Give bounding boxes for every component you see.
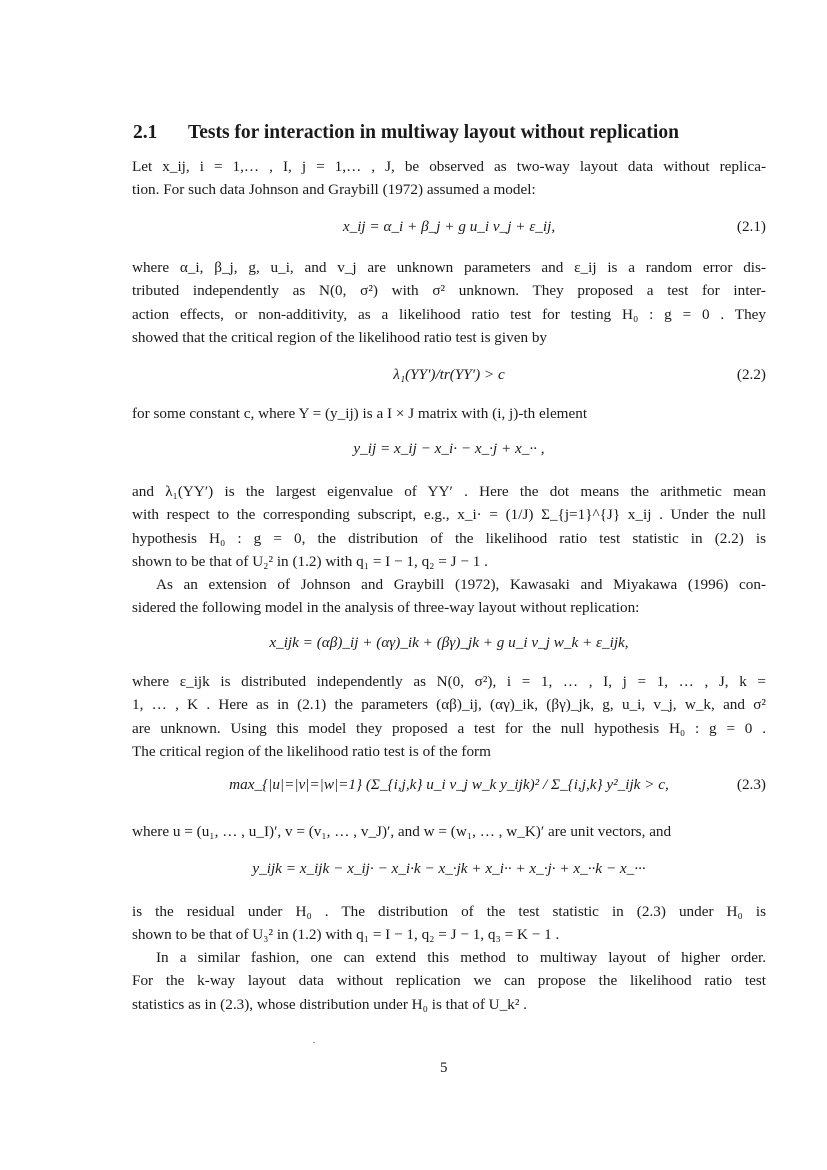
text-line: is the residual under H₀ . The distribution of the test statistic in (2.3) under H₀ is — [132, 903, 766, 920]
text-line: where u = (u₁, … , u_I)′, v = (v₁, … , v_J)′, and w = (w₁, … , w_K)′ are unit vectors, and — [132, 823, 672, 840]
paragraph-1 — [132, 155, 766, 202]
text-line: action effects, or non-additivity, as a likelihood ratio test for testing H₀ : g = 0 . They — [132, 305, 766, 323]
equation-model-3way — [132, 634, 766, 658]
equation-y — [132, 440, 766, 464]
text-line: In a similar fashion, one can extend this method to multiway layout of higher order. — [156, 949, 766, 966]
text-line: sidered the following model in the analysis of three-way layout without replication: — [132, 599, 640, 617]
paragraph-4 — [132, 480, 766, 574]
equation-body: λ₁(YY′)/tr(YY′) > c — [393, 366, 505, 383]
paragraph-9 — [132, 946, 766, 1016]
paragraph-7 — [132, 820, 766, 843]
text-line: statistics as in (2.3), whose distribution under H₀ is that of U_k² . — [132, 995, 527, 1013]
paragraph-2 — [132, 256, 766, 350]
equation-body: x_ijk = (αβ)_ij + (αγ)_ik + (βγ)_jk + g u_i v_j w_k + ε_ijk, — [269, 634, 629, 651]
equation-2-3 — [132, 776, 766, 800]
equation-body: x_ij = α_i + β_j + g u_i v_j + ε_ij, — [342, 218, 556, 235]
equation-number: (2.1) — [736, 218, 766, 235]
text-line: tributed independently as N(0, σ²) with σ² unknown. They proposed a test for inter- — [132, 282, 766, 300]
text-line: hypothesis H₀ : g = 0, the distribution of the likelihood ratio test statistic in (2.2) is — [132, 529, 766, 547]
section-heading — [133, 122, 773, 144]
paragraph-6 — [132, 670, 766, 764]
equation-body: y_ij = x_ij − x_i· − x_·j + x_·· , — [353, 440, 545, 457]
text-line: with respect to the corresponding subscript, e.g., x_i· = (1/J) Σ_{j=1}^{J} x_ij . Under the null — [132, 506, 766, 524]
text-line: 1, … , K . Here as in (2.1) the parameters (αβ)_ij, (αγ)_ik, (βγ)_jk, g, u_i, v_j, w_k, and σ² — [132, 696, 766, 714]
text-line: where α_i, β_j, g, u_i, and v_j are unknown parameters and ε_ij is a random error dis- — [132, 259, 766, 276]
equation-2-2 — [132, 366, 766, 390]
section-number: 2.1 — [133, 122, 158, 143]
text-line: where ε_ijk is distributed independently as N(0, σ²), i = 1, … , I, j = 1, … , J, k = — [132, 673, 766, 690]
text-line: shown to be that of U₂² in (1.2) with q₁ = I − 1, q₂ = J − 1 . — [132, 553, 488, 571]
equation-2-1 — [132, 218, 766, 242]
text-line: showed that the critical region of the likelihood ratio test is given by — [132, 329, 548, 347]
text-line: tion. For such data Johnson and Graybill (1972) assumed a model: — [132, 181, 536, 199]
text-line: for some constant c, where Y = (y_ij) is a I × J matrix with (i, j)-th element — [132, 405, 588, 422]
paragraph-8 — [132, 900, 766, 947]
text-line: For the k-way layout data without replication we can propose the likelihood ratio test — [132, 972, 766, 990]
equation-residual — [132, 860, 766, 884]
text-line: As an extension of Johnson and Graybill (1972), Kawasaki and Miyakawa (1996) con- — [156, 576, 766, 593]
equation-number: (2.3) — [736, 776, 766, 793]
text-line: Let x_ij, i = 1,… , I, j = 1,… , J, be observed as two-way layout data without replica- — [132, 158, 766, 175]
equation-number: (2.2) — [736, 366, 766, 383]
page-number: 5 — [440, 1060, 448, 1076]
paragraph-5 — [132, 573, 766, 620]
scan-speck — [313, 1042, 315, 1043]
text-line: The critical region of the likelihood ratio test is of the form — [132, 743, 491, 761]
equation-body: max_{|u|=|v|=|w|=1} (Σ_{i,j,k} u_i v_j w_k y_ijk)² / Σ_{i,j,k} y²_ijk > c, — [229, 776, 669, 793]
section-title: Tests for interaction in multiway layout without replication — [188, 122, 679, 143]
equation-body: y_ijk = x_ijk − x_ij· − x_i·k − x_·jk + x_i·· + x_·j· + x_··k − x_··· — [252, 860, 646, 877]
text-line: are unknown. Using this model they proposed a test for the null hypothesis H₀ : g = 0 . — [132, 719, 766, 737]
paragraph-3 — [132, 402, 766, 425]
text-line: and λ₁(YY′) is the largest eigenvalue of YY′ . Here the dot means the arithmetic mean — [132, 483, 766, 500]
text-line: shown to be that of U₃² in (1.2) with q₁ = I − 1, q₂ = J − 1, q₃ = K − 1 . — [132, 926, 560, 944]
